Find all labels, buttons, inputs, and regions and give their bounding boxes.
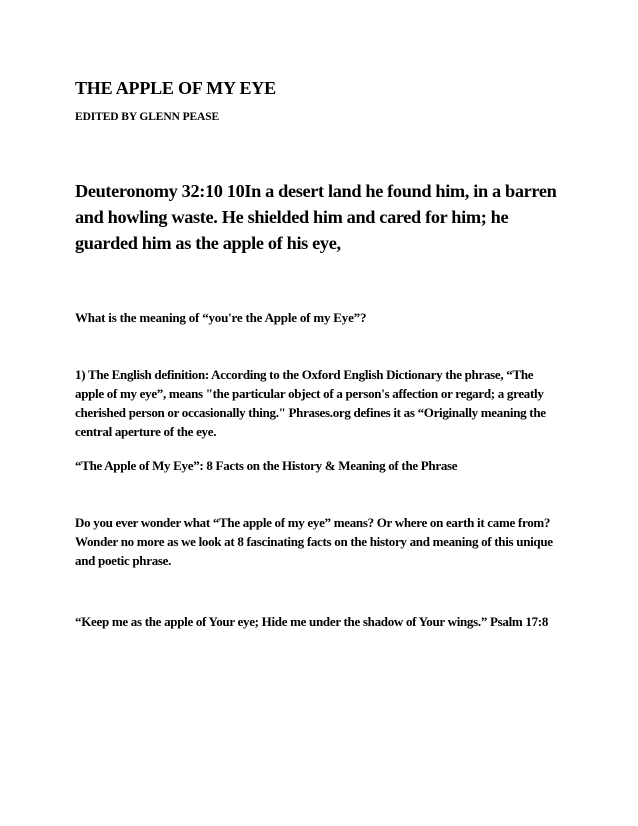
scripture-quote: Deuteronomy 32:10 10In a desert land he found him, in a barren and howling waste. He shielded him and cared for him; he guarded him as the apple of his eye,	[75, 181, 557, 253]
document-editor-credit: EDITED BY GLENN PEASE	[75, 111, 220, 123]
article-title: “The Apple of My Eye”: 8 Facts on the History & Meaning of the Phrase	[75, 458, 458, 473]
psalm-quote: “Keep me as the apple of Your eye; Hide me under the shadow of Your wings.” Psalm 17:8	[75, 614, 549, 629]
meaning-question: What is the meaning of “you're the Apple of my Eye”?	[75, 310, 367, 325]
intro-paragraph: Do you ever wonder what “The apple of my eye” means? Or where on earth it came from? Wonder no more as we look at 8 fascinating facts on the history and meaning of this unique and poetic phrase.	[75, 515, 553, 568]
document-title: THE APPLE OF MY EYE	[75, 78, 276, 98]
english-definition-paragraph: 1) The English definition: According to the Oxford English Dictionary the phrase, “The apple of my eye”, means "the particular object of a person's affection or regard; a greatly cherished person or occasionally thing." Phrases.org defines it as “Originally meaning the central aperture of the eye.	[75, 367, 546, 439]
